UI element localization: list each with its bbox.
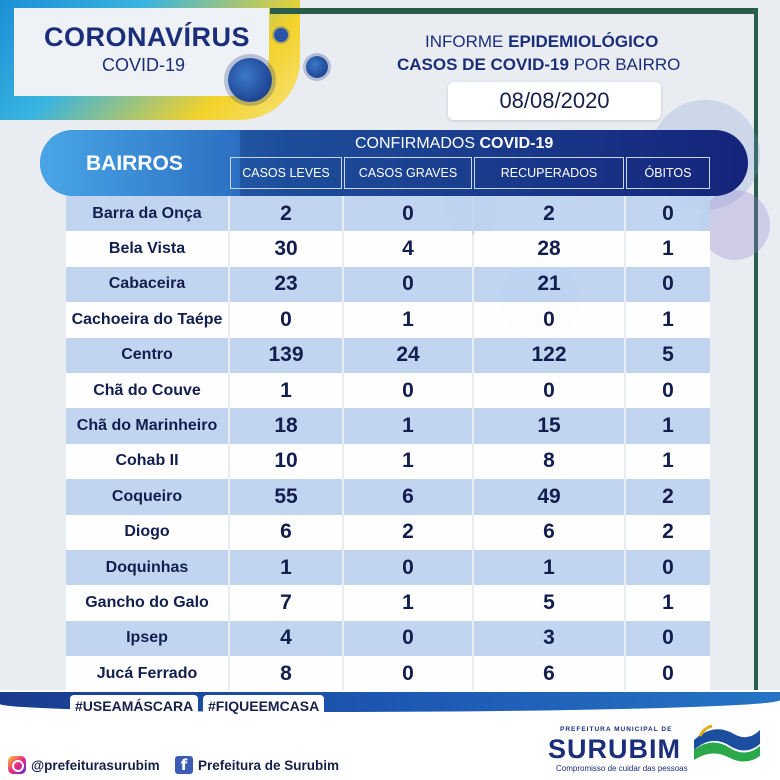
cell-obitos: 0	[626, 373, 710, 408]
bairro-name: Cabaceira	[66, 267, 228, 302]
cell-graves: 0	[344, 196, 472, 231]
group-header: CONFIRMADOS COVID-19	[355, 135, 554, 152]
bairro-name: Barra da Onça	[66, 196, 228, 231]
bairro-name: Cachoeira do Taépe	[66, 302, 228, 337]
cell-obitos: 1	[626, 408, 710, 443]
table-row	[66, 621, 710, 656]
bairro-name: Coqueiro	[66, 479, 228, 514]
table-row	[66, 373, 710, 408]
cell-leves: 55	[230, 479, 342, 514]
cell-graves: 0	[344, 621, 472, 656]
cell-obitos: 0	[626, 656, 710, 691]
cell-obitos: 0	[626, 267, 710, 302]
bairro-name: Chã do Marinheiro	[66, 408, 228, 443]
cell-graves: 0	[344, 267, 472, 302]
facebook-icon: f	[175, 756, 193, 774]
cell-obitos: 1	[626, 444, 710, 479]
bairro-name: Centro	[66, 338, 228, 373]
cell-recuperados: 8	[474, 444, 624, 479]
cell-obitos: 2	[626, 515, 710, 550]
page-title: CORONAVÍRUS	[44, 22, 251, 52]
virus-icon	[228, 58, 272, 102]
table-row	[66, 479, 710, 514]
cell-recuperados: 6	[474, 656, 624, 691]
table-row	[66, 408, 710, 443]
column-header-casos-graves: CASOS GRAVES	[344, 157, 472, 189]
cell-recuperados: 49	[474, 479, 624, 514]
cell-graves: 2	[344, 515, 472, 550]
cell-leves: 23	[230, 267, 342, 302]
cell-recuperados: 1	[474, 550, 624, 585]
logo-top-text: PREFEITURA MUNICIPAL DE	[560, 726, 673, 733]
cell-recuperados: 122	[474, 338, 624, 373]
cases-table	[66, 196, 710, 692]
table-row	[66, 267, 710, 302]
hashtag-mascara: #USEA MÁSCARA	[70, 695, 198, 717]
instagram-handle: @prefeiturasurubim	[31, 757, 160, 773]
table-row	[66, 585, 710, 620]
logo-main-text: SURUBIM	[548, 734, 681, 764]
table-row	[66, 515, 710, 550]
table-row	[66, 338, 710, 373]
cell-leves: 4	[230, 621, 342, 656]
cell-leves: 2	[230, 196, 342, 231]
cell-leves: 6	[230, 515, 342, 550]
cell-obitos: 0	[626, 621, 710, 656]
virus-icon	[306, 56, 328, 78]
table-row	[66, 196, 710, 231]
cell-leves: 1	[230, 373, 342, 408]
cell-graves: 0	[344, 373, 472, 408]
column-header-casos-leves: CASOS LEVES	[230, 157, 342, 189]
bairro-name: Ipsep	[66, 621, 228, 656]
cell-obitos: 1	[626, 585, 710, 620]
cell-recuperados: 3	[474, 621, 624, 656]
cell-leves: 10	[230, 444, 342, 479]
bairro-name: Jucá Ferrado	[66, 656, 228, 691]
cell-leves: 1	[230, 550, 342, 585]
cell-recuperados: 0	[474, 302, 624, 337]
bairro-name: Gancho do Galo	[66, 585, 228, 620]
cell-graves: 24	[344, 338, 472, 373]
report-date: 08/08/2020	[448, 82, 661, 120]
cell-graves: 4	[344, 231, 472, 266]
instagram-icon	[8, 756, 26, 774]
bairro-name: Bela Vista	[66, 231, 228, 266]
cell-recuperados: 15	[474, 408, 624, 443]
cell-obitos: 5	[626, 338, 710, 373]
instagram-link[interactable]	[8, 756, 160, 774]
cell-graves: 1	[344, 302, 472, 337]
cell-graves: 0	[344, 656, 472, 691]
cell-recuperados: 5	[474, 585, 624, 620]
bairro-name: Chã do Couve	[66, 373, 228, 408]
cell-graves: 1	[344, 444, 472, 479]
bairro-name: Doquinhas	[66, 550, 228, 585]
cell-leves: 7	[230, 585, 342, 620]
cell-leves: 0	[230, 302, 342, 337]
table-row	[66, 550, 710, 585]
cell-obitos: 0	[626, 550, 710, 585]
right-border-line	[754, 8, 758, 698]
cell-obitos: 1	[626, 302, 710, 337]
cell-obitos: 2	[626, 479, 710, 514]
facebook-page: Prefeitura de Surubim	[198, 757, 340, 773]
cell-leves: 30	[230, 231, 342, 266]
table-row	[66, 231, 710, 266]
bairro-name: Diogo	[66, 515, 228, 550]
logo-tagline: Compromisso de cuidar das pessoas	[556, 764, 688, 773]
virus-icon	[274, 28, 288, 42]
column-header-obitos: ÓBITOS	[626, 157, 710, 189]
cell-recuperados: 0	[474, 373, 624, 408]
surubim-logo-icon	[690, 720, 762, 768]
cell-leves: 18	[230, 408, 342, 443]
cell-graves: 1	[344, 408, 472, 443]
bairros-header: BAIRROS	[86, 152, 183, 175]
cell-recuperados: 21	[474, 267, 624, 302]
page-subtitle: COVID-19	[102, 55, 186, 75]
facebook-link[interactable]	[175, 756, 339, 774]
table-row	[66, 656, 710, 691]
hashtag-fique-em-casa: #FIQUE EMCASA	[203, 695, 324, 717]
virus-icon	[700, 190, 770, 260]
cell-obitos: 1	[626, 231, 710, 266]
cell-recuperados: 6	[474, 515, 624, 550]
report-title-line1: INFORME EPIDEMIOLÓGICO	[425, 32, 659, 51]
cell-leves: 8	[230, 656, 342, 691]
cell-recuperados: 28	[474, 231, 624, 266]
bairro-name: Cohab II	[66, 444, 228, 479]
column-header-recuperados: RECUPERADOS	[474, 157, 624, 189]
cell-recuperados: 2	[474, 196, 624, 231]
cell-leves: 139	[230, 338, 342, 373]
cell-graves: 6	[344, 479, 472, 514]
cell-graves: 1	[344, 585, 472, 620]
report-title-line2: CASOS DE COVID-19 POR BAIRRO	[397, 55, 681, 74]
cell-graves: 0	[344, 550, 472, 585]
table-row	[66, 302, 710, 337]
top-border-line	[270, 8, 755, 14]
cell-obitos: 0	[626, 196, 710, 231]
table-row	[66, 444, 710, 479]
